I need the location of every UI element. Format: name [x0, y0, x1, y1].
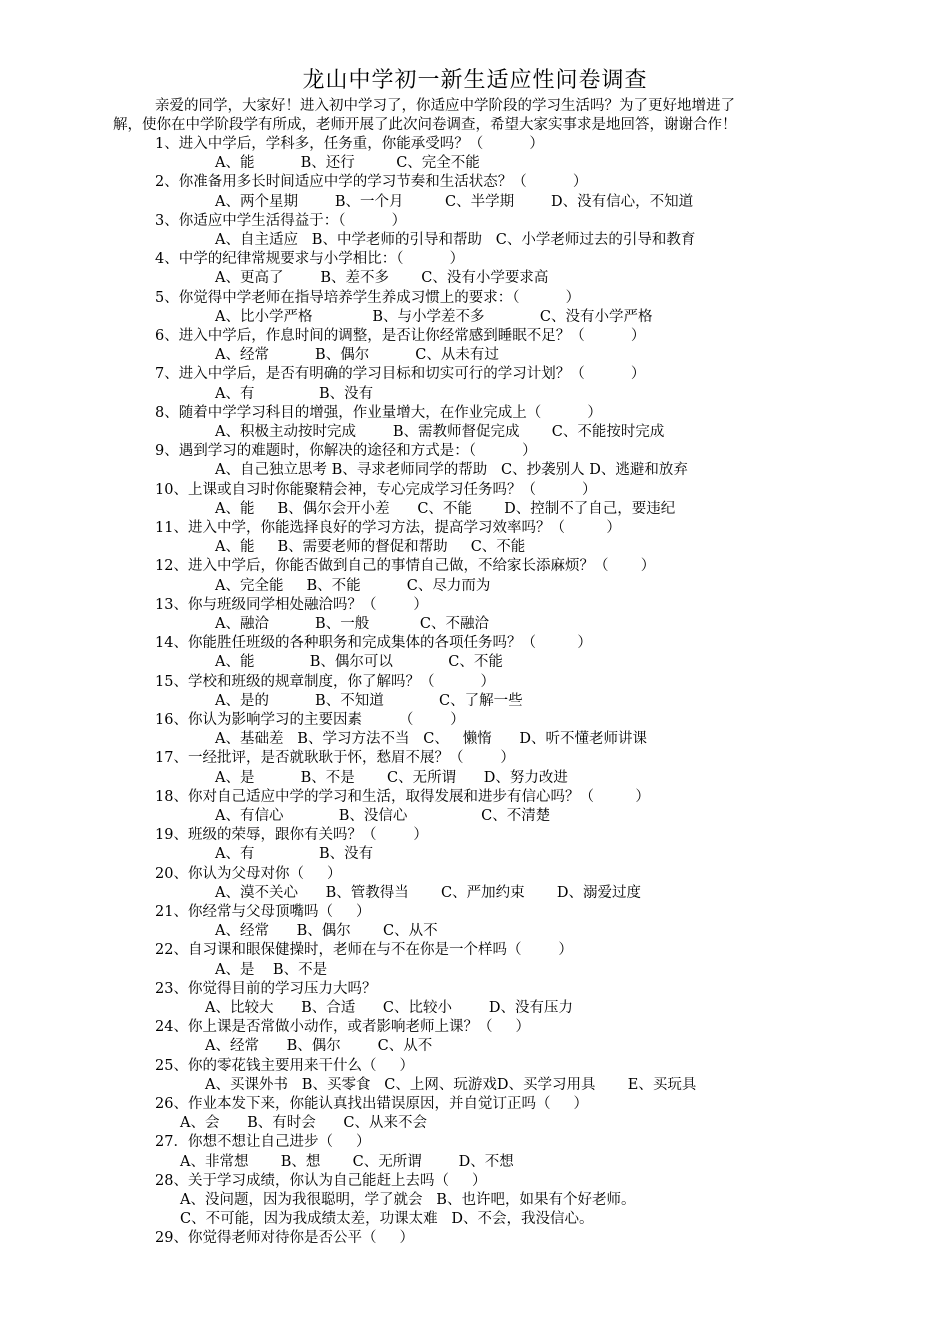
- answer-options: A、是的 B、不知道 C、了解一些: [215, 693, 523, 709]
- answer-options: A、有信心 B、没信心 C、不清楚: [215, 808, 551, 824]
- question-text: 23、你觉得目前的学习压力大吗？: [155, 981, 377, 997]
- answer-options: A、更高了 B、差不多 C、没有小学要求高: [215, 270, 549, 286]
- answer-options: A、漠不关心 B、管教得当 C、严加约束 D、溺爱过度: [215, 885, 642, 901]
- question-text: 10、上课或自习时你能聚精会神，专心完成学习任务吗？（ ）: [155, 482, 597, 498]
- answer-options: A、经常 B、偶尔 C、从不: [215, 923, 438, 939]
- answer-options: A、自己独立思考 B、寻求老师同学的帮助 C、抄袭别人 D、逃避和放弃: [215, 462, 688, 478]
- question-text: 3、你适应中学生活得益于：（ ）: [155, 213, 407, 229]
- answer-options: A、两个星期 B、一个月 C、半学期 D、没有信心，不知道: [215, 194, 694, 210]
- question-text: 25、你的零花钱主要用来干什么（ ）: [155, 1058, 414, 1074]
- answer-options: A、是 B、不是 C、无所谓 D、努力改进: [215, 770, 568, 786]
- question-text: 12、进入中学后，你能否做到自己的事情自己做，不给家长添麻烦？（ ）: [155, 558, 656, 574]
- question-text: 1、进入中学后，学科多，任务重，你能承受吗？（ ）: [155, 136, 544, 152]
- question-text: 6、进入中学后，作息时间的调整，是否让你经常感到睡眠不足？（ ）: [155, 328, 646, 344]
- answer-options: A、非常想 B、想 C、无所谓 D、不想: [180, 1154, 514, 1170]
- question-text: 19、班级的荣辱，跟你有关吗？（ ）: [155, 827, 428, 843]
- question-text: 18、你对自己适应中学的学习和生活，取得发展和进步有信心吗？（ ）: [155, 789, 650, 805]
- question-text: 27．你想不想让自己进步（ ）: [155, 1134, 371, 1150]
- answer-options: A、经常 B、偶尔 C、从不: [205, 1038, 433, 1054]
- answer-options: A、比小学严格 B、与小学差不多 C、没有小学严格: [215, 309, 653, 325]
- question-text: 29、你觉得老师对待你是否公平（ ）: [155, 1230, 414, 1246]
- answer-options: A、自主适应 B、中学老师的引导和帮助 C、小学老师过去的引导和教育: [215, 232, 696, 248]
- question-text: 20、你认为父母对你（ ）: [155, 866, 342, 882]
- answer-options: A、经常 B、偶尔 C、从未有过: [215, 347, 499, 363]
- question-text: 16、你认为影响学习的主要因素 （ ）: [155, 712, 465, 728]
- answer-options: A、能 B、需要老师的督促和帮助 C、不能: [215, 539, 526, 555]
- question-text: 22、自习课和眼保健操时，老师在与不在你是一个样吗（ ）: [155, 942, 573, 958]
- question-text: 2、你准备用多长时间适应中学的学习节奏和生活状态？（ ）: [155, 174, 588, 190]
- answer-options: A、没问题，因为我很聪明，学了就会 B、也许吧，如果有个好老师。: [180, 1192, 636, 1208]
- answer-options: A、基础差 B、学习方法不当 C、 懒惰 D、听不懂老师讲课: [215, 731, 647, 747]
- answer-options: A、是 B、不是: [215, 962, 328, 978]
- answer-options: A、有 B、没有: [215, 846, 374, 862]
- answer-options: A、完全能 B、不能 C、尽力而为: [215, 578, 491, 594]
- question-text: 26、作业本发下来，你能认真找出错误原因，并自觉订正吗（ ）: [155, 1096, 588, 1112]
- answer-options: A、买课外书 B、买零食 C、上网、玩游戏D、买学习用具 E、买玩具: [205, 1077, 697, 1093]
- answer-options: A、能 B、偶尔可以 C、不能: [215, 654, 503, 670]
- question-text: 17、一经批评，是否就耿耿于怀，愁眉不展？（ ）: [155, 750, 515, 766]
- question-text: 15、学校和班级的规章制度，你了解吗？（ ）: [155, 674, 496, 690]
- answer-options: A、能 B、还行 C、完全不能: [215, 155, 480, 171]
- answer-options: A、会 B、有时会 C、从来不会: [180, 1115, 428, 1131]
- question-text: 13、你与班级同学相处融洽吗？（ ）: [155, 597, 428, 613]
- question-text: 8、随着中学学习科目的增强，作业量增大，在作业完成上（ ）: [155, 405, 602, 421]
- answer-options: A、积极主动按时完成 B、需教师督促完成 C、不能按时完成: [215, 424, 665, 440]
- question-text: 4、中学的纪律常规要求与小学相比：（ ）: [155, 251, 465, 267]
- answer-options: A、融洽 B、一般 C、不融洽: [215, 616, 490, 632]
- question-text: 24、你上课是否常做小动作，或者影响老师上课？（ ）: [155, 1019, 530, 1035]
- question-text: 21、你经常与父母顶嘴吗（ ）: [155, 904, 371, 920]
- question-text: 11、进入中学，你能选择良好的学习方法，提高学习效率吗？（ ）: [155, 520, 621, 536]
- question-text: 5、你觉得中学老师在指导培养学生养成习惯上的要求：（ ）: [155, 290, 581, 306]
- intro-line-1: 亲爱的同学，大家好！进入初中学习了，你适应中学阶段的学习生活吗？为了更好地增进了: [155, 98, 735, 114]
- question-text: 14、你能胜任班级的各种职务和完成集体的各项任务吗？（ ）: [155, 635, 592, 651]
- answer-options: C、不可能，因为我成绩太差，功课太难 D、不会，我没信心。: [180, 1211, 594, 1227]
- answer-options: A、有 B、没有: [215, 386, 374, 402]
- answer-options: A、比较大 B、合适 C、比较小 D、没有压力: [205, 1000, 574, 1016]
- intro-line-2: 解，使你在中学阶段学有所成，老师开展了此次问卷调查，希望大家实事求是地回答，谢谢合作！: [113, 117, 737, 133]
- question-text: 28、关于学习成绩，你认为自己能赶上去吗（ ）: [155, 1173, 487, 1189]
- answer-options: A、能 B、偶尔会开小差 C、不能 D、控制不了自己，要违纪: [215, 501, 676, 517]
- question-text: 7、进入中学后，是否有明确的学习目标和切实可行的学习计划？（ ）: [155, 366, 646, 382]
- page-title: 龙山中学初一新生适应性问卷调查: [302, 68, 648, 93]
- question-text: 9、遇到学习的难题时，你解决的途径和方式是：（ ）: [155, 443, 537, 459]
